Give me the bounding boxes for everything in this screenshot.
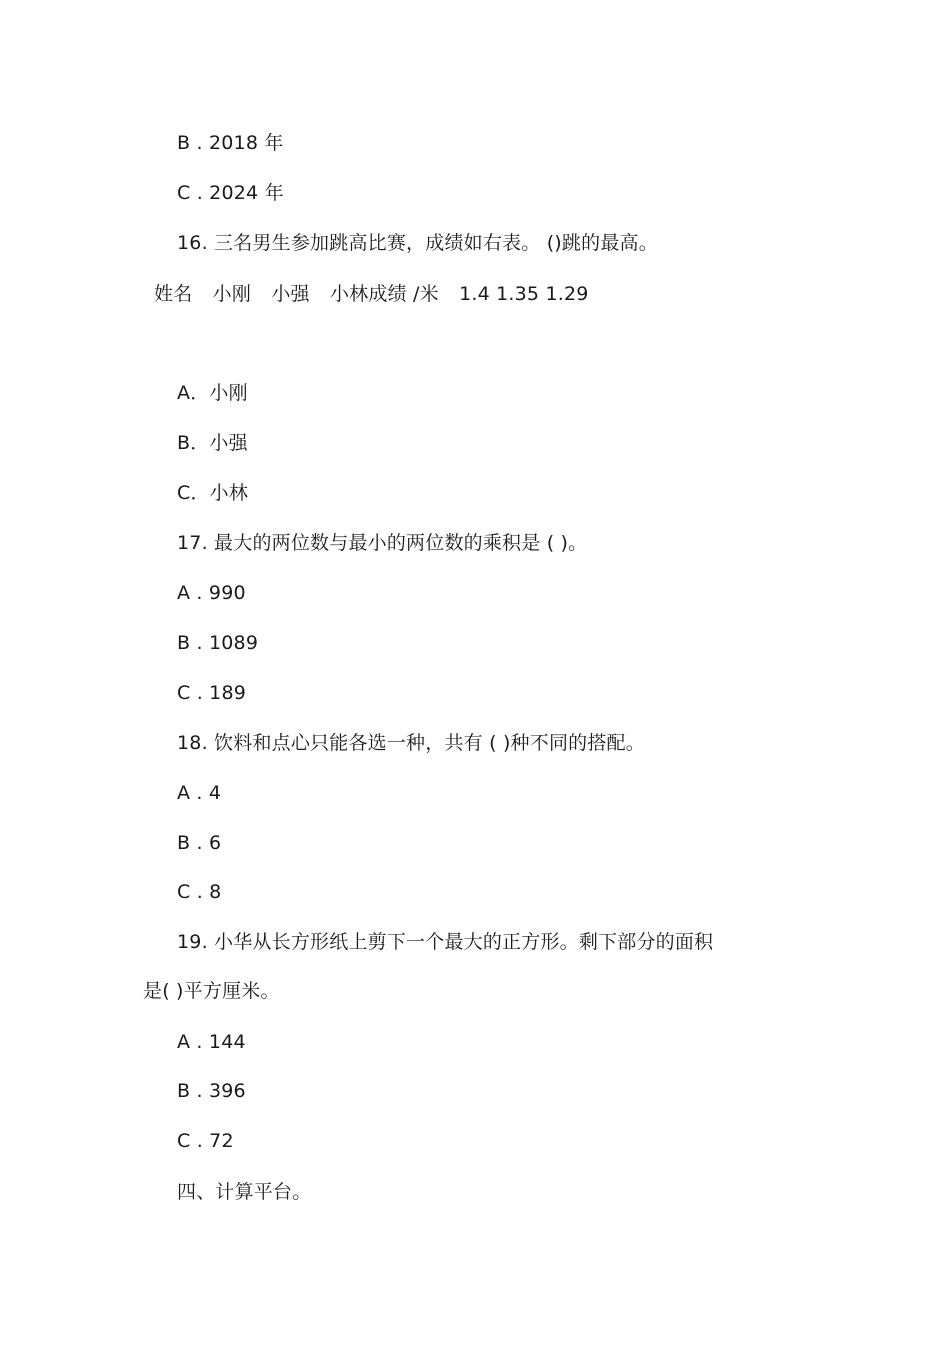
q18-option-a: A . 4 — [177, 782, 222, 804]
q16-option-c: C．小林 — [177, 482, 249, 504]
table-cell-xiaoqiang: 小强 — [271, 283, 310, 305]
section-heading-calculation: 四、计算平台。 — [177, 1181, 312, 1203]
table-cell-scores: 1.4 1.35 1.29 — [459, 283, 589, 305]
q18-option-b: B . 6 — [177, 832, 222, 854]
score-table-row — [154, 281, 589, 307]
table-cell-name-header: 姓名 — [154, 283, 193, 305]
q17-option-a: A . 990 — [177, 582, 246, 604]
q17-option-c: C . 189 — [177, 682, 247, 704]
question-19-line-2: 是( )平方厘米。 — [143, 980, 280, 1002]
q19-option-b: B . 396 — [177, 1080, 246, 1102]
question-19-line-1: 19. 小华从长方形纸上剪下一个最大的正方形。剩下部分的面积 — [177, 931, 714, 953]
q19-option-a: A . 144 — [177, 1031, 246, 1053]
q18-option-c: C . 8 — [177, 881, 222, 903]
question-16: 16. 三名男生参加跳高比赛，成绩如右表。 ()跳的最高。 — [177, 232, 658, 254]
question-18: 18. 饮料和点心只能各选一种，共有 ( )种不同的搭配。 — [177, 732, 645, 754]
table-cell-xiaolin-score-header: 小林成绩 /米 — [329, 283, 439, 305]
question-17: 17. 最大的两位数与最小的两位数的乘积是 ( )。 — [177, 532, 588, 554]
q19-option-c: C . 72 — [177, 1130, 234, 1152]
q16-option-b: B．小强 — [177, 432, 248, 454]
table-cell-xiaogang: 小刚 — [212, 283, 252, 305]
q15-option-c: C . 2024 年 — [177, 182, 284, 204]
q17-option-b: B . 1089 — [177, 632, 259, 654]
q15-option-b: B . 2018 年 — [177, 132, 284, 154]
q16-option-a: A．小刚 — [177, 382, 248, 404]
